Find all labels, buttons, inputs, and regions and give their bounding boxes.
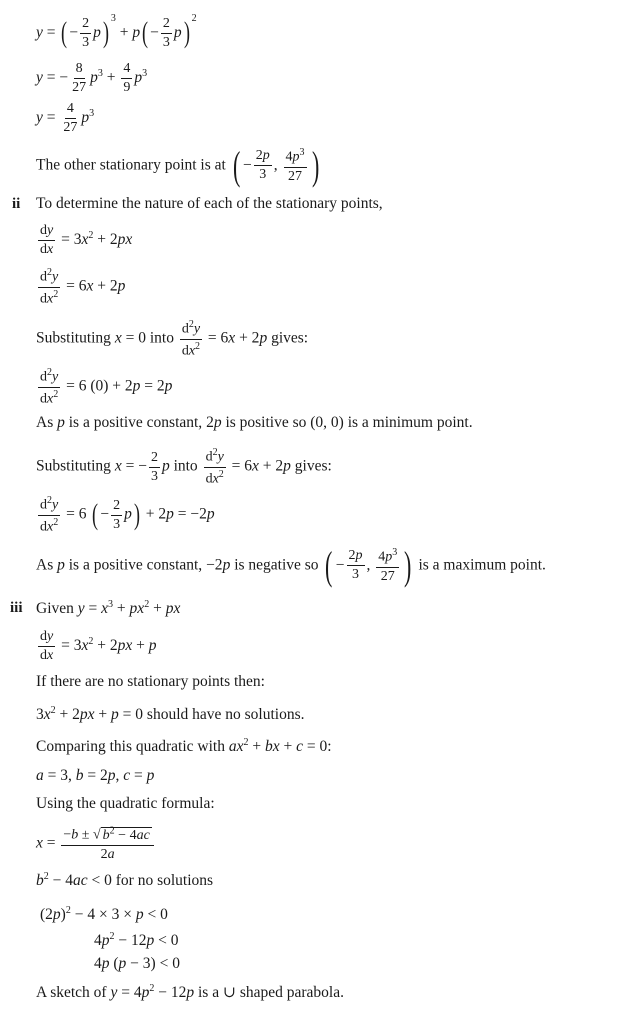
equation-line-1: y = ( − $\frac{2}{3}$ p) $^3$ + p( − $\frac{2}{3}$ p) $^2$ xyxy=(36,13,197,50)
given-statement: Given $y = x^3 + px^2$ + px xyxy=(36,599,181,618)
d2y-dx2-eq: $\frac{d^2y}{dx^2}$ = 6x + 2p xyxy=(40,267,126,307)
comparing-line: Comparing this quadratic with $ax^2$ + bx + c = 0: xyxy=(36,737,332,756)
sketch-line: A sketch of $y = 4p^2 - 12p$ is a ∪ shaped parabola. xyxy=(36,983,344,1002)
discriminant-line: $b^2 - 4ac < 0$ for no solutions xyxy=(36,871,214,890)
if-none-text: If there are no stationary points then: xyxy=(36,673,265,690)
text: The other stationary point is at xyxy=(36,156,226,174)
quadratic-formula: x = $\frac{-b \pm √ b^2 - 4ac}{2a}$ xyxy=(36,826,156,862)
minimum-statement: As p is a positive constant, 2p is positive so (0, 0) is a minimum point. xyxy=(36,414,473,431)
other-point-statement: The other stationary point is at ( − $\frac{2p}{3}$ , $\frac{4p^3}{27}$ ) xyxy=(36,142,319,188)
equation-line-3: y = $\frac{4}{27}$ $p^3$ xyxy=(36,101,95,135)
dy-dx-eq: $\frac{dy}{dx}$ = $3x^2 + 2px$ xyxy=(40,223,133,257)
using-qf-text: Using the quadratic formula: xyxy=(36,795,215,812)
maximum-statement: As p is a positive constant, −2p is negative so ( − $\frac{2p}{3}$ , $\frac{4p^3}{27}$ ) is a maximum point. xyxy=(36,542,546,588)
part-ii-text: To determine the nature of each of the stationary points, xyxy=(36,195,383,212)
d2y-at-x-neg: $\frac{d^2y}{dx^2}$ = 6 ( − $\frac{2}{3}$ p) + 2p = −2p xyxy=(40,495,215,535)
substituting-x0: Substituting x = 0 into $\frac{d^2y}{dx^2}$ = 6x + 2p gives: xyxy=(36,319,309,359)
inequality-2: $4p^2 - 12p < 0$ xyxy=(94,931,179,950)
dy-dx-iii: $\frac{dy}{dx}$ = $3x^2 + 2px + p$ xyxy=(40,629,157,663)
inequality-1: $(2p)^2 - 4 \times 3 \times p < 0$ xyxy=(40,905,168,924)
equation-line-2: y = − $\frac{8}{27}$ $p^3$ + $\frac{4}{9}$ $p^3$ xyxy=(36,61,148,95)
part-iii-label: iii xyxy=(10,600,23,616)
part-ii-label: ii xyxy=(12,196,21,212)
d2y-at-x0: $\frac{d^2y}{dx^2}$ = 6 (0) + 2p = 2p xyxy=(40,367,173,407)
substituting-x-neg: Substituting x = − $\frac{2}{3}$ p into $\frac{d^2y}{dx^2}$ = 6x + 2p gives: xyxy=(36,447,332,487)
no-solutions-line: $3x^2 + 2px + p = 0$ should have no solutions. xyxy=(36,705,305,724)
inequality-3: 4p (p − 3) < 0 xyxy=(94,955,180,972)
coefficients-line: a = 3, b = 2p, c = p xyxy=(36,767,155,784)
